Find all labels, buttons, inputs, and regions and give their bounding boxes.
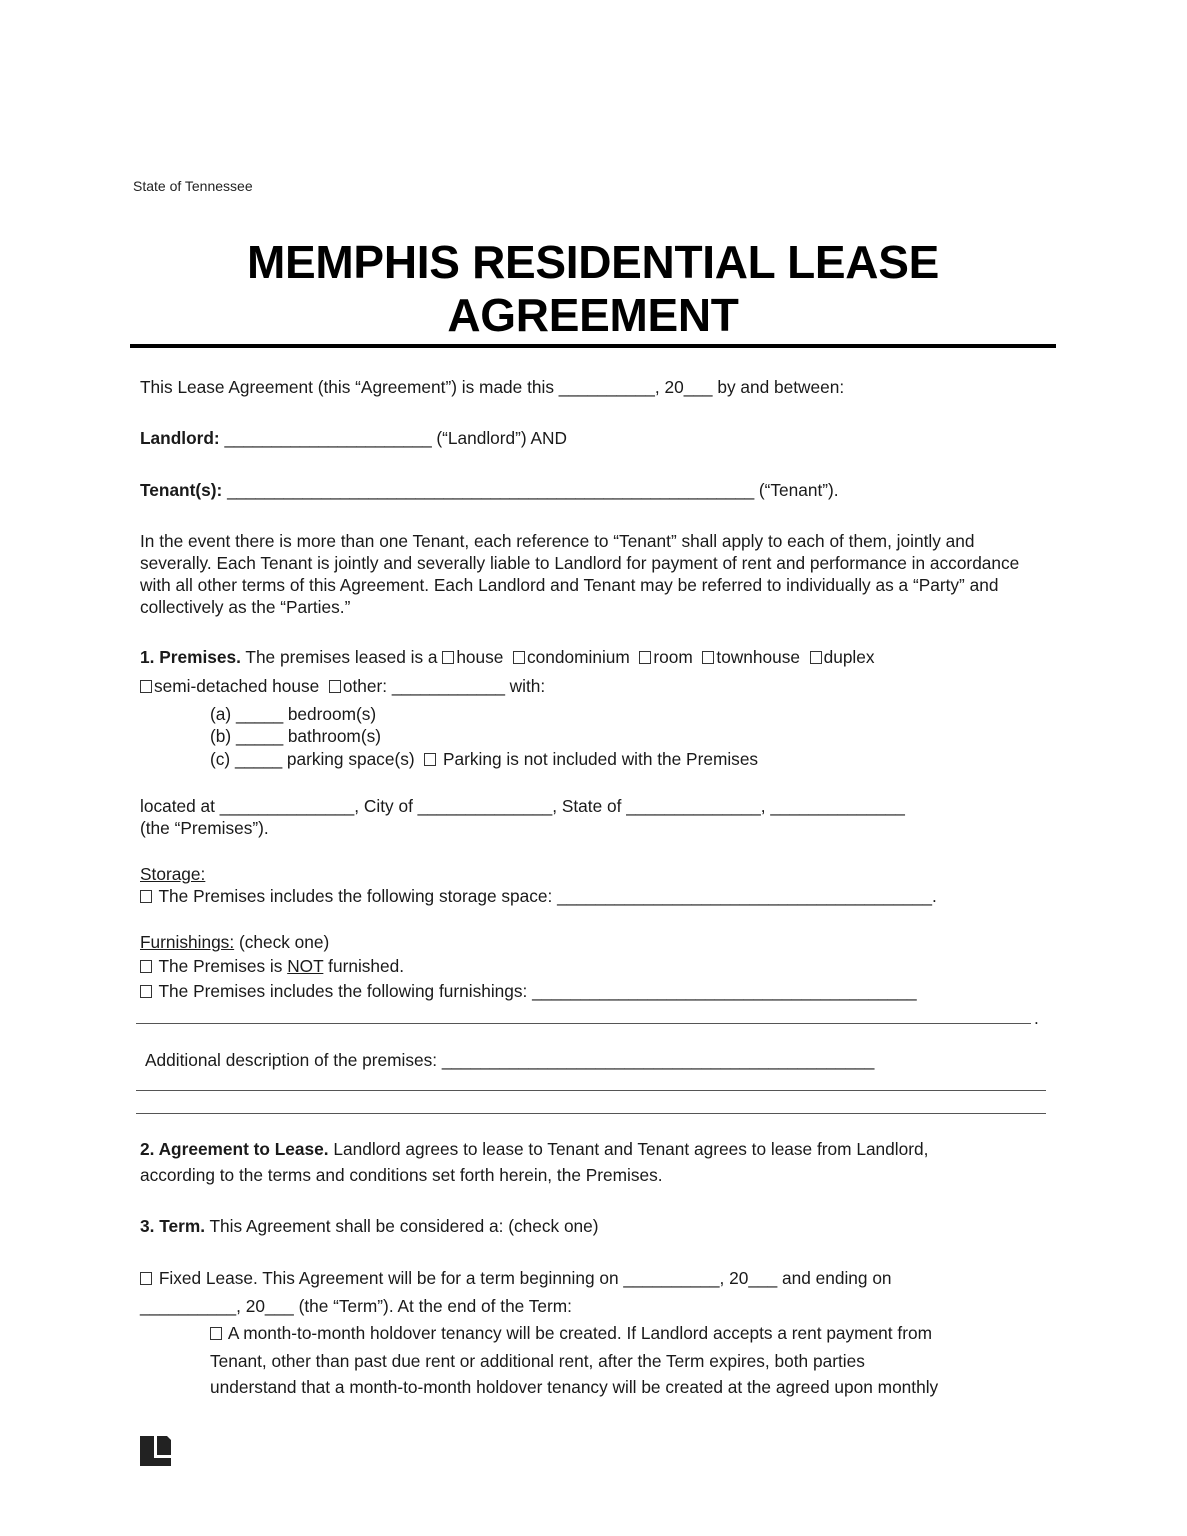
landlord-label: Landlord: — [140, 428, 220, 448]
fixed-lease-line-2[interactable]: __________, 20___ (the “Term”). At the end of the Term: — [140, 1296, 572, 1316]
parking-count-field[interactable]: _____ — [234, 749, 283, 769]
landlord-row — [140, 427, 567, 449]
checkbox-icon[interactable] — [639, 651, 651, 664]
type-duplex-option[interactable]: duplex — [810, 647, 875, 667]
additional-description-line-2[interactable] — [136, 1090, 1046, 1091]
agreement-to-lease-line-2: according to the terms and conditions set forth herein, the Premises. — [140, 1165, 663, 1185]
with-label: with: — [509, 676, 546, 696]
room-item-label: (b) — [210, 726, 232, 746]
holdover-line-3: understand that a month-to-month holdover tenancy will be created at the agreed upon monthly — [210, 1377, 939, 1397]
bathrooms-row — [210, 725, 381, 747]
premises-type-row-1 — [140, 646, 875, 668]
furnishings-hint: (check one) — [238, 932, 330, 952]
checkbox-icon[interactable] — [140, 890, 152, 903]
checkbox-icon[interactable] — [140, 985, 152, 998]
other-type-field[interactable]: ____________ — [391, 676, 505, 696]
checkbox-icon[interactable] — [140, 680, 152, 693]
agreement-to-lease-line-1: 2. Agreement to Lease. Landlord agrees to lease to Tenant and Tenant agrees to lease from Landlord, — [140, 1139, 929, 1159]
bedrooms-row — [210, 703, 376, 725]
checkbox-icon[interactable] — [702, 651, 714, 664]
storage-option[interactable]: The Premises includes the following storage space: _______________________________________. — [140, 885, 937, 907]
furnishings-heading: Furnishings: — [140, 932, 235, 952]
parking-row — [210, 748, 758, 770]
checkbox-icon[interactable] — [424, 753, 436, 766]
state-label: State of Tennessee — [133, 178, 253, 194]
room-item-label: (a) — [210, 704, 232, 724]
agreement-to-lease-heading: 2. Agreement to Lease. — [140, 1139, 329, 1159]
checkbox-icon[interactable] — [210, 1327, 222, 1340]
furnishings-included-option[interactable]: The Premises includes the following furnishings: ________________________________________ — [140, 980, 917, 1002]
bedrooms-count-field[interactable]: _____ — [235, 704, 283, 724]
furnishings-continuation-line[interactable] — [136, 1023, 1031, 1024]
additional-description-field[interactable]: Additional description of the premises: _____________________________________________ — [145, 1050, 875, 1070]
location-suffix: (the “Premises”). — [140, 818, 269, 838]
premises-type-row-2 — [140, 675, 545, 697]
type-other-option[interactable]: other: — [329, 676, 387, 696]
not-furnished-option[interactable]: The Premises is NOT furnished. — [140, 955, 404, 977]
fixed-lease-option[interactable]: Fixed Lease. This Agreement will be for a term beginning on __________, 20___ and ending on — [140, 1267, 892, 1289]
tenant-label: Tenant(s): — [140, 480, 223, 500]
title-divider — [130, 344, 1056, 348]
room-item-text: bathroom(s) — [287, 726, 381, 746]
furnishings-heading-row — [140, 931, 329, 953]
tenant-name-field[interactable]: ________________________________________________________ — [227, 480, 755, 500]
additional-description-line-3[interactable] — [136, 1113, 1046, 1114]
checkbox-icon[interactable] — [810, 651, 822, 664]
checkbox-icon[interactable] — [442, 651, 454, 664]
landlord-suffix: (“Landlord”) AND — [436, 428, 567, 448]
holdover-option[interactable]: A month-to-month holdover tenancy will be created. If Landlord accepts a rent payment from — [210, 1322, 932, 1344]
type-room-option[interactable]: room — [639, 647, 692, 667]
tenant-suffix: (“Tenant”). — [758, 480, 839, 500]
checkbox-icon[interactable] — [329, 680, 341, 693]
premises-heading: 1. Premises. — [140, 647, 241, 667]
type-house-option[interactable]: house — [442, 647, 503, 667]
storage-heading: Storage: — [140, 864, 206, 884]
joint-liability-paragraph: In the event there is more than one Tenant, each reference to “Tenant” shall apply to each of them, jointly and severally. Each Tenant is jointly and severally liable to Landlord for payment of rent and performance in accordance with all other terms of this Agreement. Each Landlord and Tenant may be referred to individually as a “Party” and collectively as the “Parties.” — [140, 531, 1020, 617]
type-condominium-option[interactable]: condominium — [513, 647, 630, 667]
checkbox-icon[interactable] — [140, 1272, 152, 1285]
type-semi-detached-option[interactable]: semi-detached house — [140, 676, 319, 696]
period-mark: . — [1034, 1008, 1039, 1028]
type-townhouse-option[interactable]: townhouse — [702, 647, 800, 667]
term-heading: 3. Term. — [140, 1216, 205, 1236]
premises-lead: The premises leased is a — [245, 647, 438, 667]
checkbox-icon[interactable] — [513, 651, 525, 664]
bathrooms-count-field[interactable]: _____ — [235, 726, 283, 746]
room-item-text: bedroom(s) — [287, 704, 377, 724]
tenant-row — [140, 479, 839, 501]
page-title: MEMPHIS RESIDENTIAL LEASE AGREEMENT — [247, 236, 939, 341]
room-item-label: (c) — [210, 749, 231, 769]
room-item-text: parking space(s) — [286, 749, 415, 769]
holdover-line-2: Tenant, other than past due rent or additional rent, after the Term expires, both parties — [210, 1351, 865, 1371]
lawdistrict-logo-icon — [140, 1436, 171, 1466]
term-heading-row: 3. Term. This Agreement shall be considered a: (check one) — [140, 1216, 599, 1236]
checkbox-icon[interactable] — [140, 960, 152, 973]
landlord-name-field[interactable]: ______________________ — [224, 428, 432, 448]
location-line[interactable]: located at ______________, City of ______________, State of ______________, ______________ — [140, 796, 905, 816]
parking-not-included-option[interactable]: Parking is not included with the Premises — [424, 749, 758, 769]
intro-line: This Lease Agreement (this “Agreement”) is made this __________, 20___ by and between: — [140, 377, 845, 397]
